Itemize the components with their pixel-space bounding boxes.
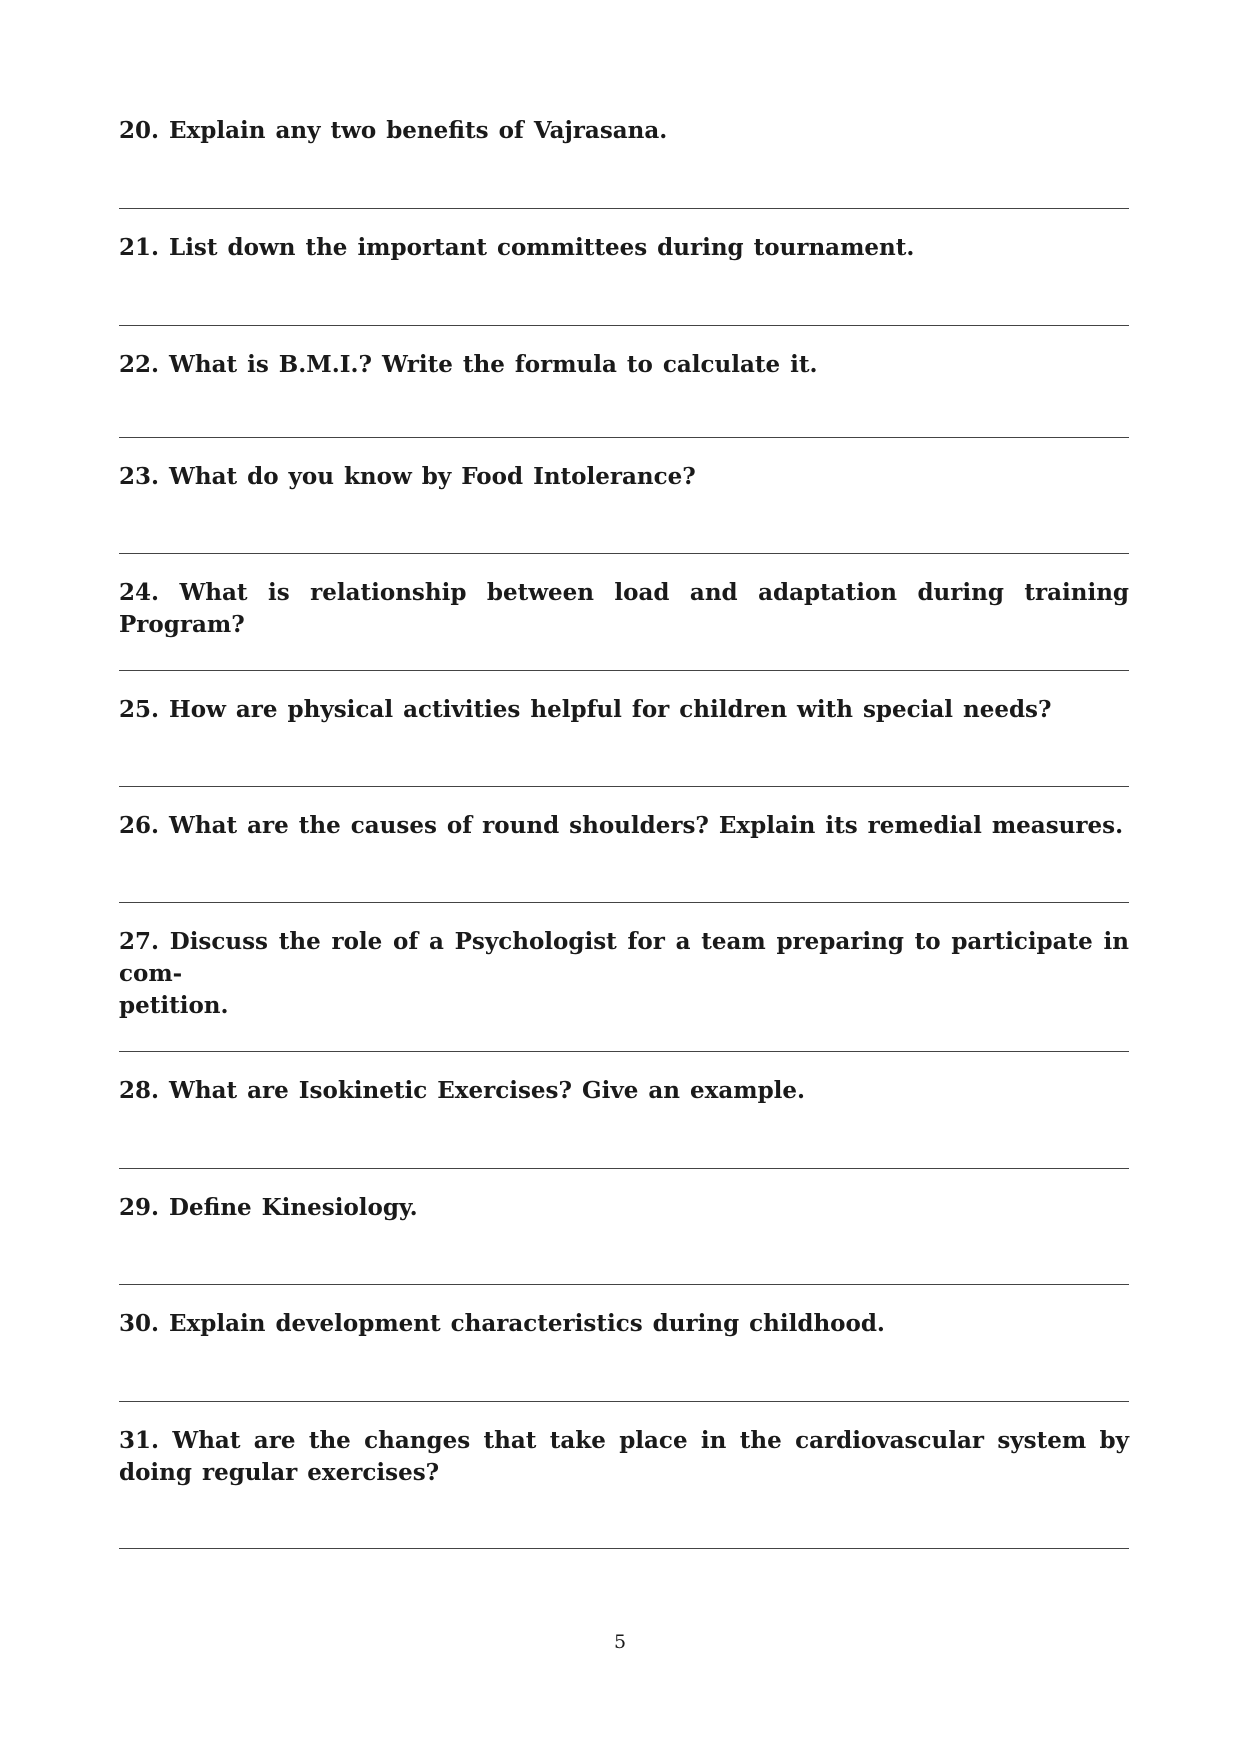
question-22: 22. What is B.M.I.? Write the formula to calculate it. (119, 351, 818, 378)
page-number: 5 (613, 1631, 627, 1653)
question-28: 28. What are Isokinetic Exercises? Give an example. (119, 1077, 806, 1104)
answer-divider (119, 902, 1129, 903)
answer-divider (119, 1548, 1129, 1549)
question-24: 24. What is relationship between load and adaptation during training Program? (119, 579, 1129, 638)
answer-divider (119, 437, 1129, 438)
question-31: 31. What are the changes that take place in the cardiovascular system by doing regular exercises? (119, 1427, 1129, 1486)
answer-divider (119, 1168, 1129, 1169)
question-27 (119, 926, 1129, 1022)
answer-divider (119, 1284, 1129, 1285)
answer-divider (119, 670, 1129, 671)
question-29: 29. Define Kinesiology. (119, 1194, 418, 1221)
answer-divider (119, 325, 1129, 326)
answer-divider (119, 786, 1129, 787)
question-21: 21. List down the important committees during tournament. (119, 234, 915, 261)
answer-divider (119, 1051, 1129, 1052)
question-26: 26. What are the causes of round shoulders? Explain its remedial measures. (119, 812, 1124, 839)
question-27-line-2: petition. (119, 992, 229, 1019)
answer-divider (119, 208, 1129, 209)
question-30: 30. Explain development characteristics during childhood. (119, 1310, 885, 1337)
answer-divider (119, 553, 1129, 554)
answer-divider (119, 1401, 1129, 1402)
question-20: 20. Explain any two benefits of Vajrasana. (119, 117, 668, 144)
question-23: 23. What do you know by Food Intolerance? (119, 463, 696, 490)
question-27-line-1: 27. Discuss the role of a Psychologist for a team preparing to participate in com- (119, 928, 1129, 987)
question-25: 25. How are physical activities helpful for children with special needs? (119, 696, 1052, 723)
